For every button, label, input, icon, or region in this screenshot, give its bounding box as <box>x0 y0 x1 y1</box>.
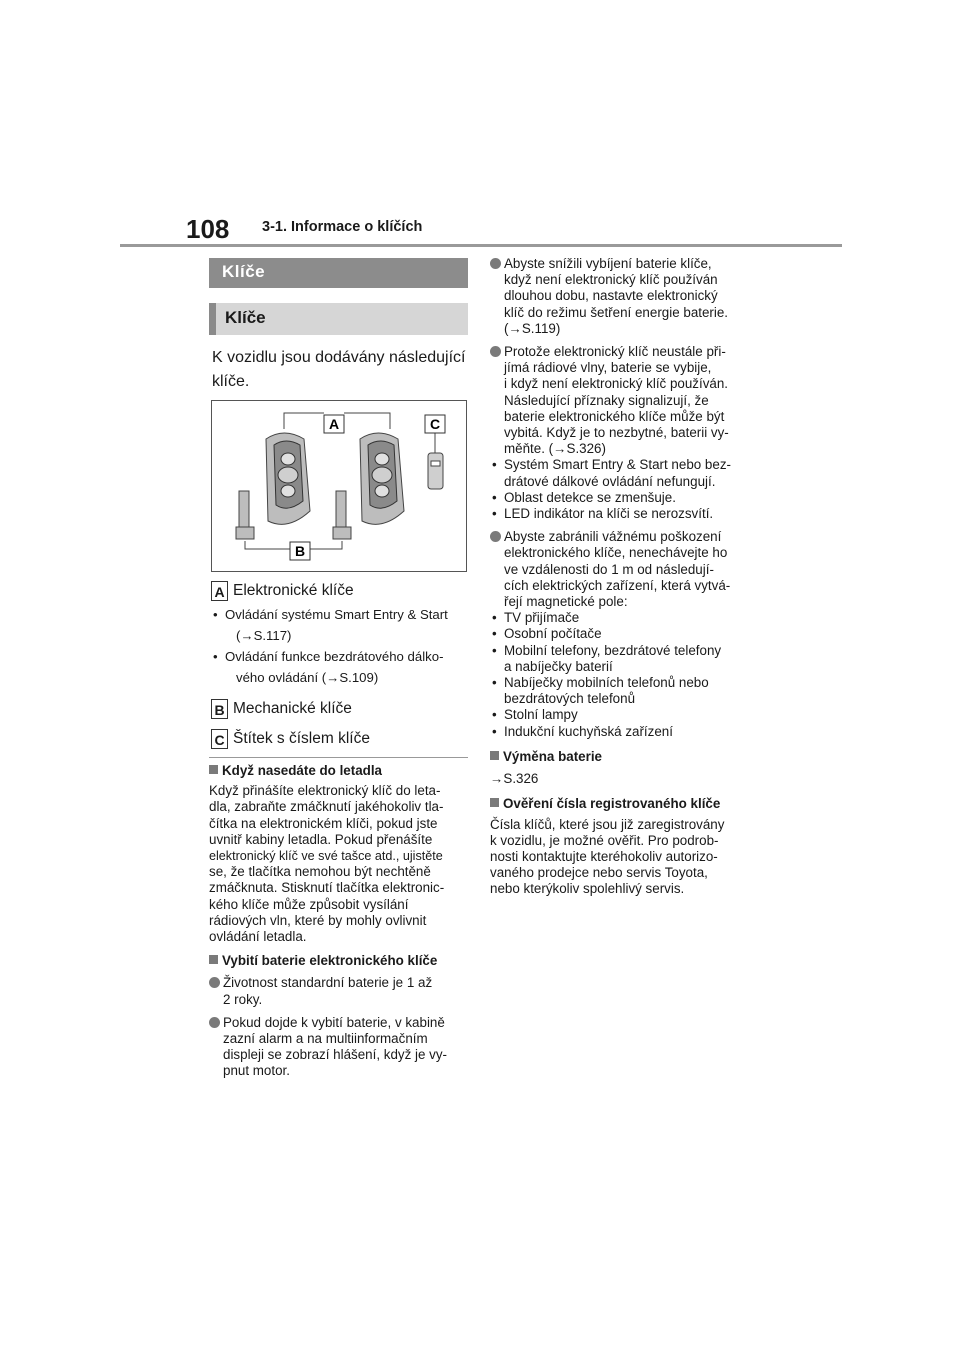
callout-c: C <box>429 416 441 432</box>
page-number: 108 <box>186 214 230 244</box>
verify-text: Čísla klíčů, které jsou již zaregistrovány k vozidlu, je možné ověřit. Pro podrob- nosti kontaktujte kteréhokoliv autorizo- vaného prodejce nebo servis Toyota, nebo kterýkoliv spolehlivý servis. <box>490 816 725 897</box>
circle-bullet-icon <box>490 258 501 269</box>
device-5: • Stolní lampy <box>490 707 765 723</box>
legend-tag-c: C <box>211 729 228 749</box>
magnetic-field-item: Abyste zabránili vážnému poškození elektronického klíče, nenechávejte ho ve vzdálenosti do 1 m od následují- cích elektrických zařízení, která vytvá- řejí magnetické pole: <box>490 529 765 610</box>
symptom-1: • Systém Smart Entry & Start nebo bez- drátové dálkové ovládání nefungují. <box>490 457 765 489</box>
aircraft-text: Když přinášíte elektronický klíč do leta- dla, zabraňte zmáčknutí jakéhokoliv tla- čítka na elektronickém klíči, pokud jste uvnitř kabiny letadla. Pokud přenášíte elektronický klíč ve své tašce atd., ujistěte se, že tlačítka nemohou být nechtěně zmáčknuta. Stisknutí tlačítka elektronic- kého klíče může způsobit vysílání rádiových vln, které by mohly ovlivnit ovládání letadla. <box>209 783 445 945</box>
mechanical-key-2 <box>333 491 351 539</box>
square-bullet-icon <box>490 798 499 807</box>
subsection-title: Klíče <box>225 308 266 327</box>
keys-drawing <box>212 401 466 571</box>
devices-list <box>490 610 765 740</box>
legend-a <box>211 580 473 602</box>
section-title: Klíče <box>222 262 266 281</box>
legend-b <box>211 698 473 720</box>
section-banner <box>209 258 468 288</box>
square-bullet-icon <box>209 765 218 774</box>
chapter-title: 3-1. Informace o klíčích <box>262 219 423 235</box>
battery-heading: Vybití baterie elektronického klíče <box>209 953 471 969</box>
legend-label-b: Mechanické klíče <box>233 700 352 717</box>
legend-tag-b: B <box>211 699 228 719</box>
legend-label-c: Štítek s číslem klíče <box>233 730 370 747</box>
key-number-plate <box>428 453 443 489</box>
circle-bullet-icon <box>209 1017 220 1028</box>
replace-heading: Výměna baterie <box>490 749 765 765</box>
legend-label-a: Elektronické klíče <box>233 582 354 599</box>
battery-symptoms-list <box>490 457 765 522</box>
device-6: • Indukční kuchyňská zařízení <box>490 724 765 740</box>
right-notes <box>490 256 765 898</box>
replace-ref: →S.326 <box>490 771 539 787</box>
header-divider <box>120 244 842 247</box>
symptom-3: • LED indikátor na klíči se nerozsvítí. <box>490 506 765 522</box>
legend-a-bullet-1: • Ovládání systému Smart Entry & Start <box>211 604 473 625</box>
device-4: • Nabíječky mobilních telefonů nebo bezdrátových telefonů <box>490 675 765 707</box>
mechanical-key-1 <box>236 491 254 539</box>
electronic-key-1 <box>266 433 310 524</box>
circle-bullet-icon <box>209 977 220 988</box>
battery-item-1: Životnost standardní baterie je 1 až 2 roky. <box>209 975 471 1007</box>
symptom-2: • Oblast detekce se zmenšuje. <box>490 490 765 506</box>
electronic-key-2 <box>360 433 404 524</box>
legend-a-bullet-1-ref: (→S.117) <box>236 628 292 643</box>
device-3: • Mobilní telefony, bezdrátové telefony a nabíječky baterií <box>490 643 765 675</box>
subsection-banner <box>209 303 468 335</box>
battery-drain-item: Protože elektronický klíč neustále při- jímá rádiové vlny, baterie se vybije, i když není elektronický klíč používán. Následující příznaky signalizují, že baterie elektronického klíče může být vybitá. Když je to nezbytné, baterii vy- měňte. (→S.326) <box>490 344 765 457</box>
legend-a-bullet-2: • Ovládání funkce bezdrátového dálko- <box>211 646 473 667</box>
aircraft-heading: Když nasedáte do letadla <box>209 763 471 779</box>
legend-tag-a: A <box>211 581 228 601</box>
section-divider <box>209 757 468 758</box>
callout-b: B <box>294 543 306 559</box>
battery-save-item: Abyste snížili vybíjení baterie klíče, když není elektronický klíč používán dlouhou dobu, nastavte elektronický klíč do režimu šetření energie baterie. (→S.119) <box>490 256 765 337</box>
battery-item-2: Pokud dojde k vybití baterie, v kabině zazní alarm a na multiinformačním displeji se zobrazí hlášení, když je vy- pnut motor. <box>209 1015 471 1080</box>
intro-text: K vozidlu jsou dodávány následující klíče. <box>212 349 466 390</box>
circle-bullet-icon <box>490 531 501 542</box>
left-notes <box>209 763 471 1080</box>
verify-heading: Ověření čísla registrovaného klíče <box>490 796 765 812</box>
legend-a-bullet-2-cont: vého ovládání (→S.109) <box>236 670 379 685</box>
subsection-accent-bar <box>209 303 216 335</box>
legend-a-bullets <box>211 604 473 688</box>
device-1: • TV přijímače <box>490 610 765 626</box>
keys-illustration <box>211 400 467 572</box>
callout-a: A <box>328 416 340 432</box>
legend-c <box>211 728 473 750</box>
figure-legend <box>211 580 473 750</box>
square-bullet-icon <box>490 751 499 760</box>
square-bullet-icon <box>209 955 218 964</box>
device-2: • Osobní počítače <box>490 626 765 642</box>
circle-bullet-icon <box>490 346 501 357</box>
